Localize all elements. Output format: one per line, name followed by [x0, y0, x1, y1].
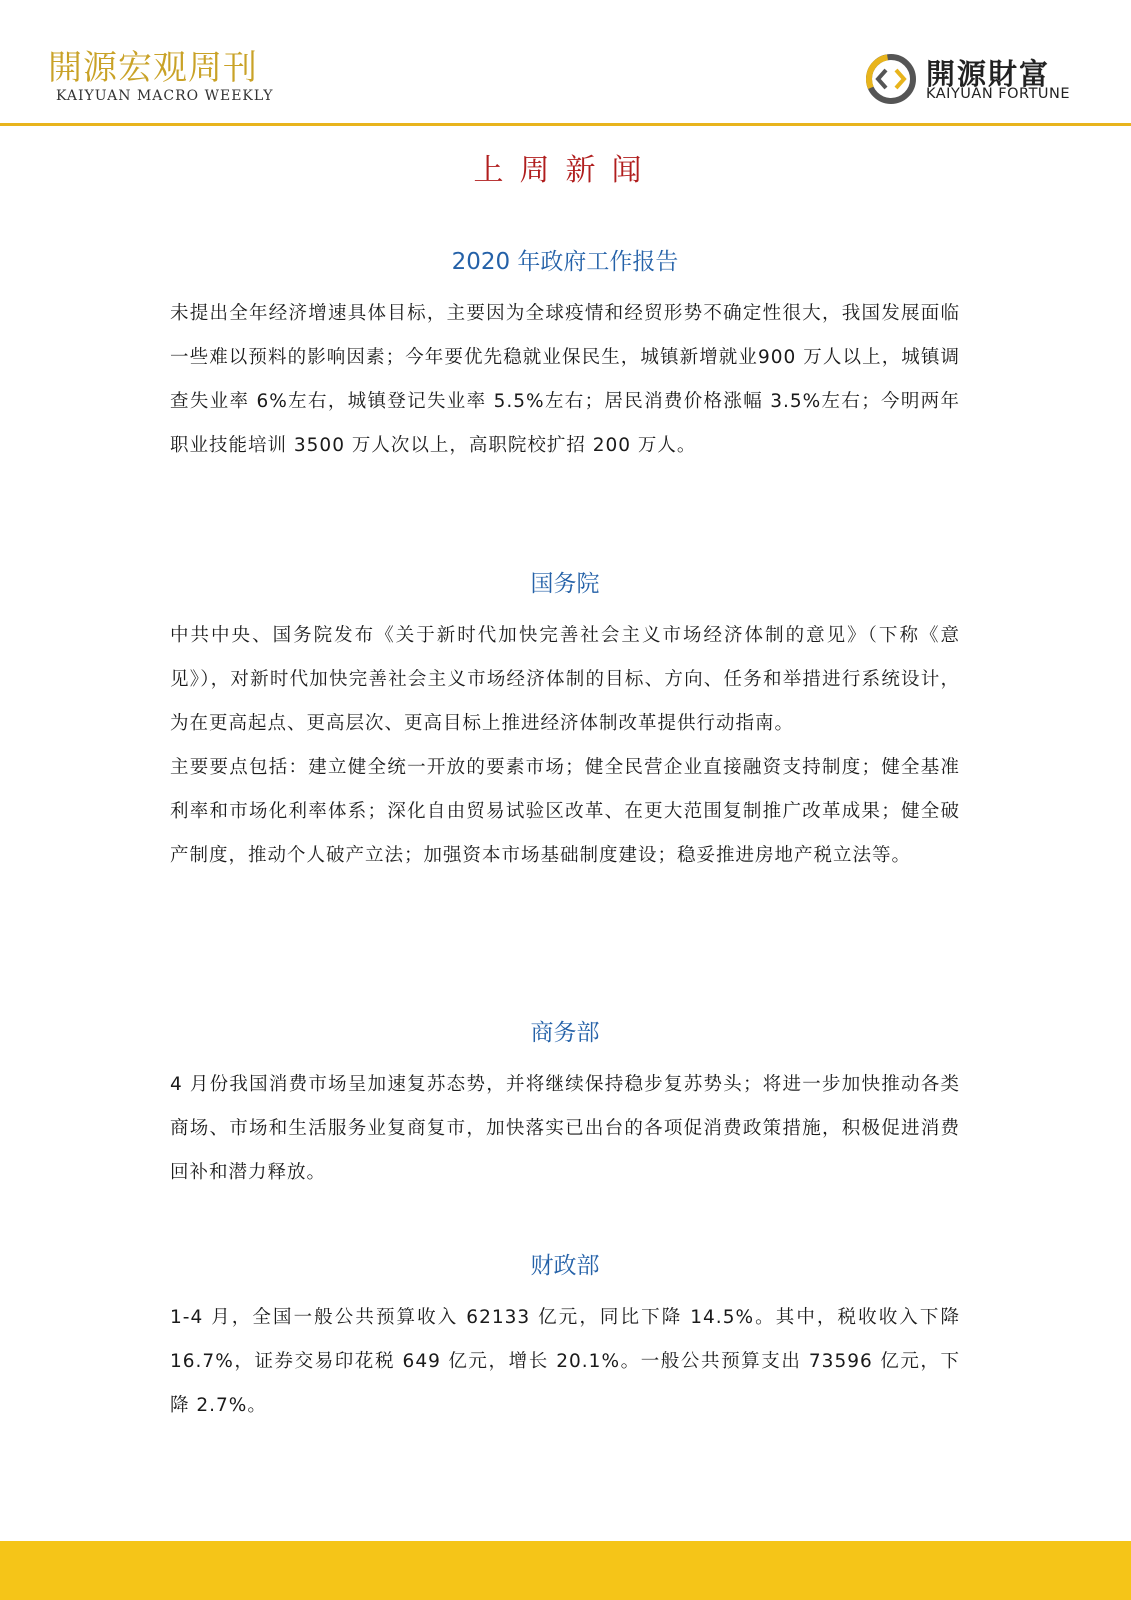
section-ministry-of-commerce — [170, 1013, 960, 1195]
section-paragraph: 未提出全年经济增速具体目标，主要因为全球疫情和经贸形势不确定性很大，我国发展面临一些难以预料的影响因素；今年要优先稳就业保民生，城镇新增就业900 万人以上，城镇调查失业率 6%左右，城镇登记失业率 5.5%左右；居民消费价格涨幅 3.5%左右；今明两年职业技能培训 3500 万人次以上，高职院校扩招 200 万人。 — [170, 303, 960, 456]
logo-text-cn: 開源財富 — [926, 57, 1051, 91]
section-paragraph: 主要要点包括：建立健全统一开放的要素市场；健全民营企业直接融资支持制度；健全基准利率和市场化利率体系；深化自由贸易试验区改革、在更大范围复制推广改革成果；健全破产制度，推动个人破产立法；加强资本市场基础制度建设；稳妥推进房地产税立法等。 — [170, 757, 960, 866]
page-header — [0, 0, 1131, 128]
section-paragraph: 中共中央、国务院发布《关于新时代加快完善社会主义市场经济体制的意见》（下称《意见》），对新时代加快完善社会主义市场经济体制的目标、方向、任务和举措进行系统设计，为在更高起点、更高层次、更高目标上推进经济体制改革提供行动指南。 — [170, 625, 960, 734]
section-paragraph: 4 月份我国消费市场呈加速复苏态势，并将继续保持稳步复苏势头；将进一步加快推动各类商场、市场和生活服务业复商复市，加快落实已出台的各项促消费政策措施，积极促进消费回补和潜力释放。 — [170, 1074, 960, 1183]
section-title: 商务部 — [530, 1020, 600, 1046]
section-state-council — [170, 564, 960, 878]
publication-subtitle: KAIYUAN MACRO WEEKLY — [56, 88, 274, 104]
header-divider — [0, 123, 1131, 126]
company-logo — [866, 50, 1086, 110]
page-heading: 上周新闻 — [473, 153, 658, 188]
logo-text-en: KAIYUAN FORTUNE — [926, 86, 1071, 102]
section-ministry-of-finance — [170, 1246, 960, 1428]
section-title: 国务院 — [530, 571, 600, 597]
publication-title: 開源宏观周刊 — [48, 48, 258, 88]
kaiyuan-logo-icon — [866, 54, 916, 104]
section-title: 财政部 — [530, 1253, 600, 1279]
footer-bar — [0, 1541, 1131, 1600]
section-title: 2020 年政府工作报告 — [451, 249, 679, 275]
section-paragraph: 1-4 月，全国一般公共预算收入 62133 亿元，同比下降 14.5%。其中，税收收入下降 16.7%，证券交易印花税 649 亿元，增长 20.1%。一般公共预算支出 73596 亿元，下降 2.7%。 — [170, 1307, 960, 1416]
section-government-work-report — [170, 242, 960, 468]
